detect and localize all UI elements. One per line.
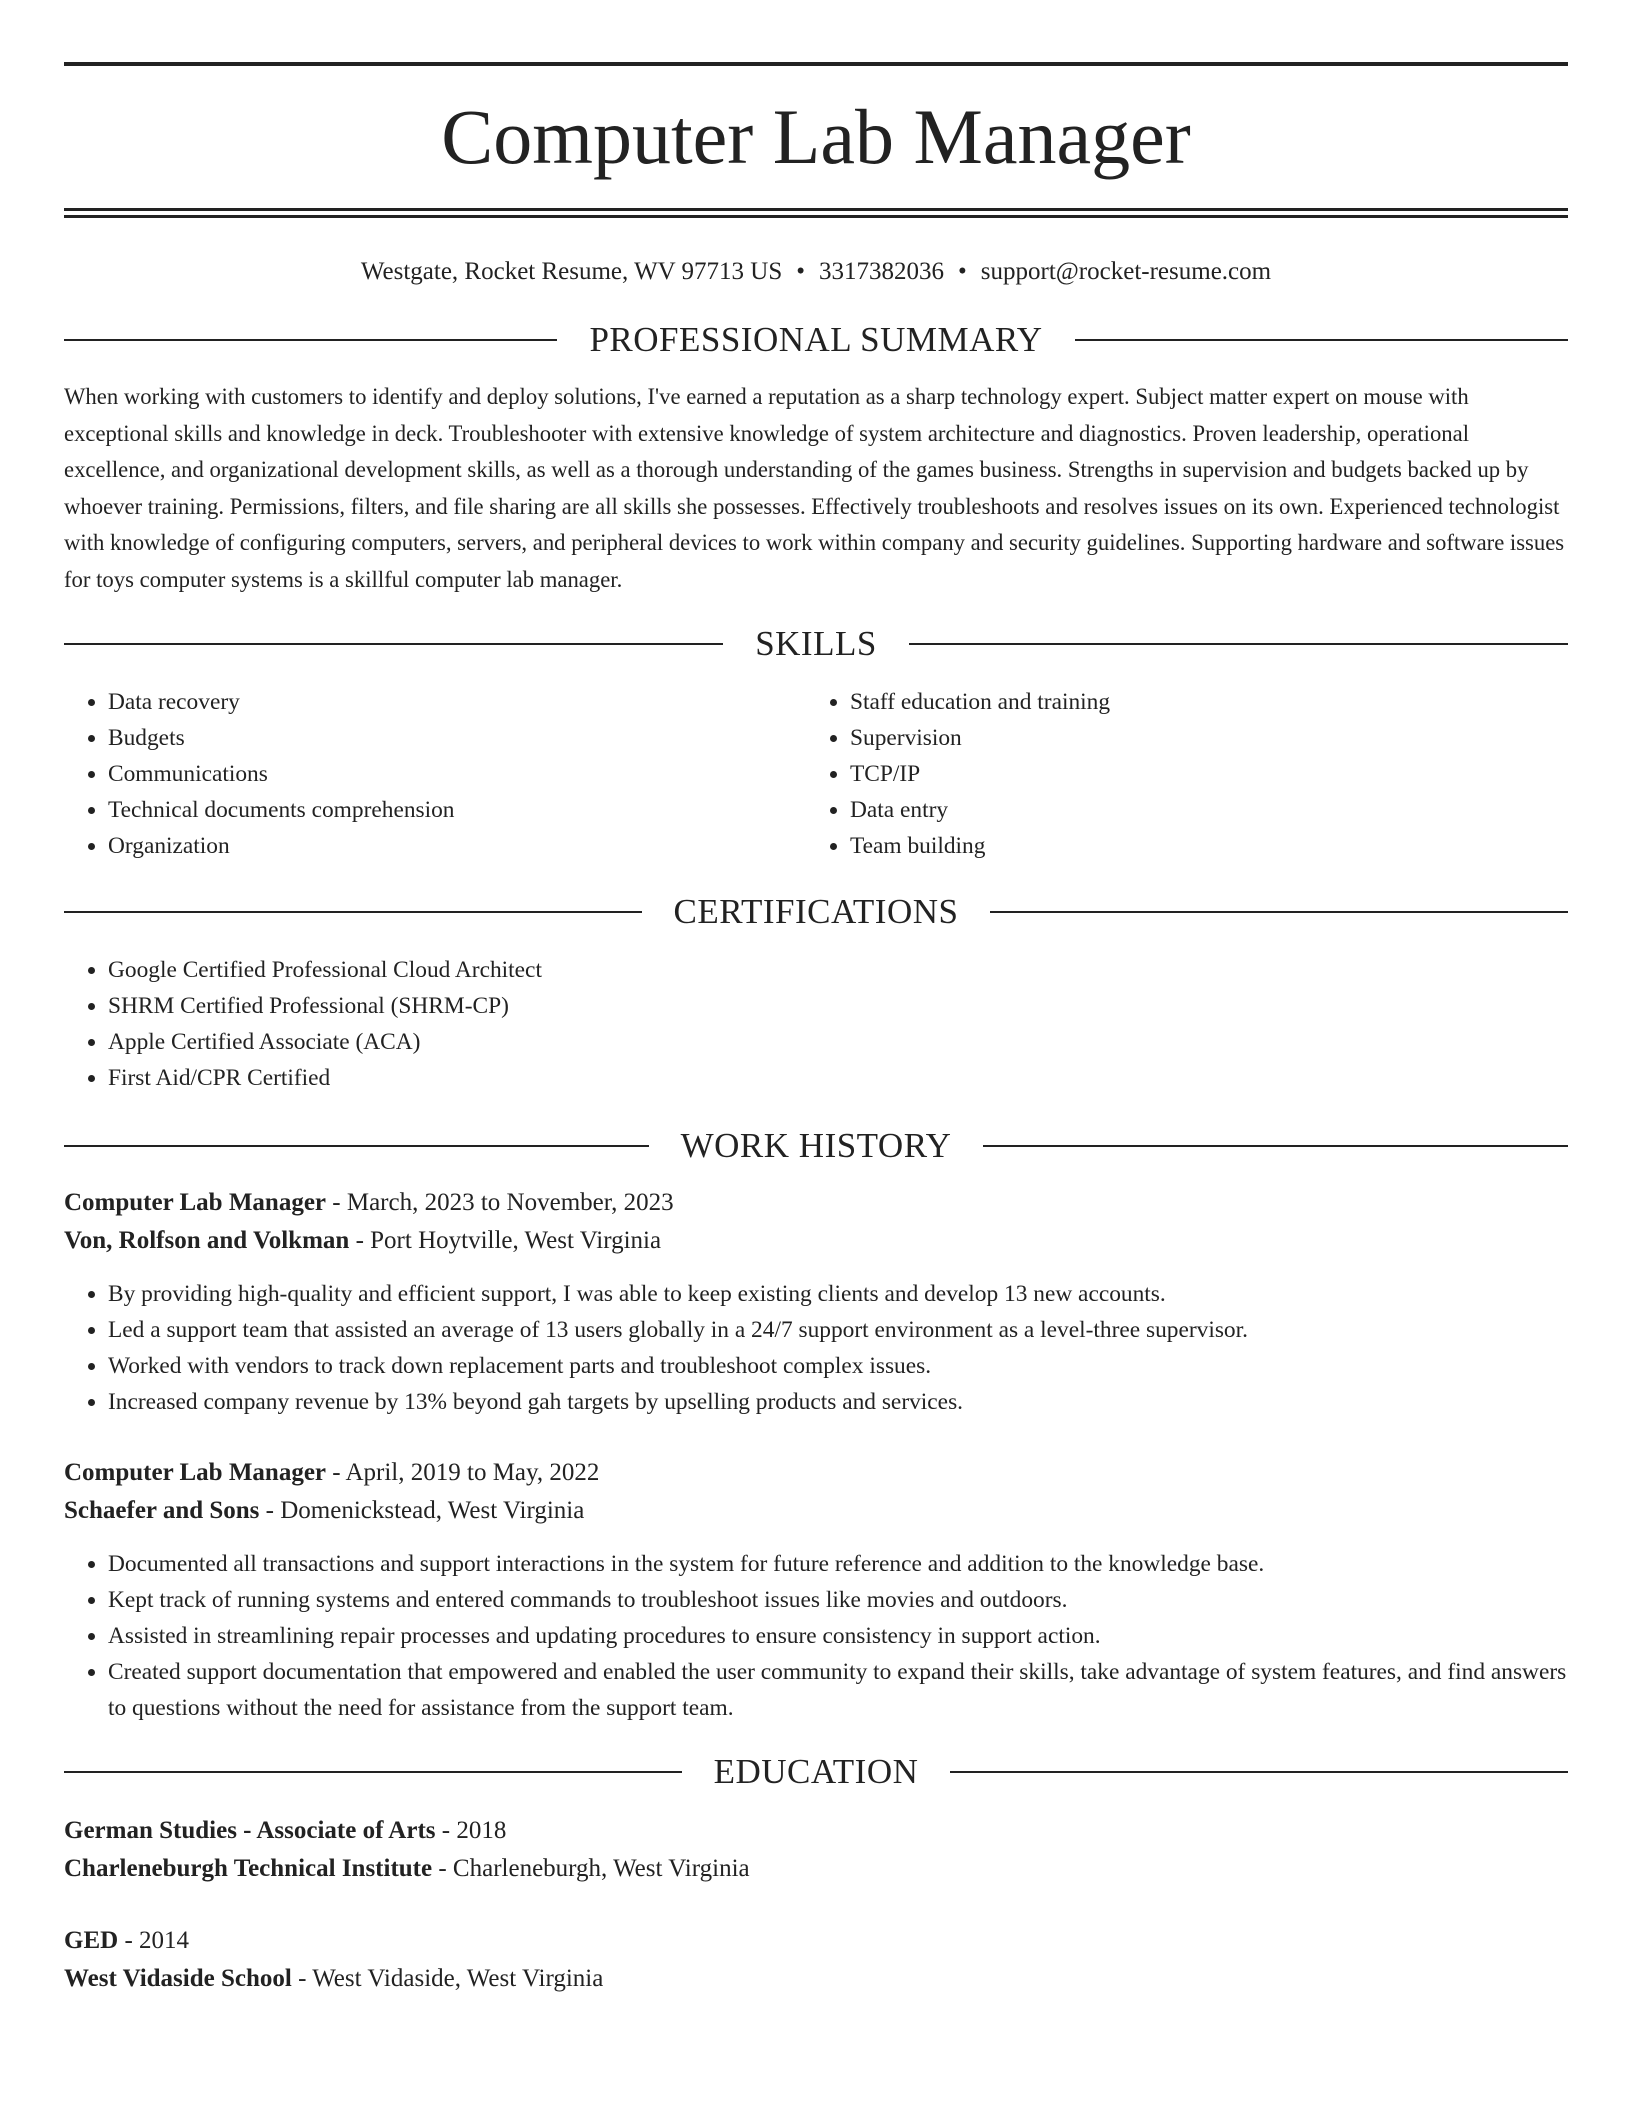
section-heading-summary [64, 320, 1568, 360]
job-title: Computer Lab Manager [64, 1189, 327, 1216]
certification-item: • SHRM Certified Professional (SHRM-CP) [108, 988, 1568, 1024]
education-location: - West Vidaside, West Virginia [291, 1965, 604, 1992]
job-bullet: • By providing high-quality and efficient support, I was able to keep existing clients and develop 13 new accounts. [108, 1276, 1568, 1312]
resume-name: Computer Lab Manager [441, 93, 1191, 180]
skill-item: • Data entry [850, 792, 1548, 828]
skill-item: • Technical documents comprehension [108, 792, 806, 828]
job-entry [64, 1184, 1568, 1420]
skills-list [64, 684, 1568, 864]
heading-rule-right [950, 1771, 1568, 1773]
contact-address: Westgate, Rocket Resume, WV 97713 US [360, 258, 783, 285]
job-bullets [64, 1546, 1568, 1726]
education-degree: GED [64, 1927, 119, 1954]
certification-item: • First Aid/CPR Certified [108, 1060, 1568, 1096]
skill-item: • Organization [108, 828, 806, 864]
header-double-rule [64, 208, 1568, 218]
contact-separator: • [796, 258, 806, 285]
section-heading-work-history [64, 1126, 1568, 1166]
heading-rule-left [64, 1145, 649, 1147]
resume-page [64, 62, 1568, 1998]
education-entry [64, 1922, 1568, 1998]
job-company-line [64, 1492, 1568, 1530]
skill-item: • Staff education and training [850, 684, 1548, 720]
job-bullets [64, 1276, 1568, 1420]
job-company-line [64, 1222, 1568, 1260]
section-title: WORK HISTORY [680, 1126, 952, 1165]
skill-item: • Budgets [108, 720, 806, 756]
education-location: - Charleneburgh, West Virginia [432, 1855, 750, 1882]
heading-rule-left [64, 643, 723, 645]
heading-rule-left [64, 911, 642, 913]
section-heading-skills [64, 624, 1568, 664]
heading-rule-right [990, 911, 1568, 913]
certification-item: • Apple Certified Associate (ACA) [108, 1024, 1568, 1060]
education-degree-line [64, 1812, 1568, 1850]
section-title: EDUCATION [713, 1752, 919, 1791]
summary-text: When working with customers to identify and deploy solutions, I've earned a reputation as a sharp technology expert. Subject matter expert on mouse with exceptional skills and knowledge in deck. Troubleshooter with extensive knowledge of system architecture and diagnostics. Proven leadership, operational excellence, and organizational development skills, as well as a thorough understanding of the games business. Strengths in supervision and budgets backed up by whoever training. Permissions, filters, and file sharing are all skills she possesses. Effectively troubleshoots and resolves issues on its own. Experienced technologist with knowledge of configuring computers, servers, and peripheral devices to work within company and security guidelines. Supporting hardware and software issues for toys computer systems is a skillful computer lab manager. [64, 384, 1565, 592]
job-company: Schaefer and Sons [64, 1497, 260, 1524]
contact-line [64, 254, 1568, 290]
skill-item: • Team building [850, 828, 1548, 864]
contact-separator: • [958, 258, 967, 285]
education-school-line [64, 1850, 1568, 1888]
skills-column-right [806, 684, 1548, 864]
skill-item: • Data recovery [108, 684, 806, 720]
heading-rule-right [1075, 339, 1568, 341]
section-title: CERTIFICATIONS [673, 892, 959, 931]
education-year: - 2014 [118, 1927, 190, 1954]
job-bullet: • Led a support team that assisted an average of 13 users globally in a 24/7 support environment as a level-three supervisor. [108, 1312, 1568, 1348]
section-title: SKILLS [755, 624, 877, 663]
section-heading-certifications [64, 892, 1568, 932]
contact-phone: 3317382036 [819, 258, 945, 285]
job-bullet: • Increased company revenue by 13% beyond gah targets by upselling products and services. [108, 1384, 1568, 1420]
heading-rule-left [64, 1771, 682, 1773]
section-title: PROFESSIONAL SUMMARY [589, 320, 1043, 359]
education-school: Charleneburgh Technical Institute [64, 1855, 433, 1882]
heading-rule-right [909, 643, 1568, 645]
job-entry [64, 1454, 1568, 1726]
job-dates: - April, 2019 to May, 2022 [326, 1459, 600, 1486]
job-title-line [64, 1184, 1568, 1222]
skill-item: • Communications [108, 756, 806, 792]
job-bullet: • Documented all transactions and support interactions in the system for future reference and addition to the knowledge base. [108, 1546, 1568, 1582]
job-bullet: • Created support documentation that empowered and enabled the user community to expand their skills, take advantage of system features, and find answers to questions without the need for assistance from the support team. [108, 1654, 1568, 1726]
certification-item: • Google Certified Professional Cloud Architect [108, 952, 1568, 988]
job-company: Von, Rolfson and Volkman [64, 1227, 350, 1254]
job-dates: - March, 2023 to November, 2023 [326, 1189, 674, 1216]
job-location: - Domenickstead, West Virginia [259, 1497, 585, 1524]
job-bullet: • Assisted in streamlining repair processes and updating procedures to ensure consistency in support action. [108, 1618, 1568, 1654]
skills-column-left [64, 684, 806, 864]
education-year: - 2018 [435, 1817, 507, 1844]
education-entry [64, 1812, 1568, 1888]
job-bullet: • Worked with vendors to track down replacement parts and troubleshoot complex issues. [108, 1348, 1568, 1384]
skill-item: • Supervision [850, 720, 1548, 756]
education-school: West Vidaside School [64, 1965, 292, 1992]
skill-item: • TCP/IP [850, 756, 1548, 792]
contact-email: support@rocket-resume.com [980, 258, 1272, 285]
heading-rule-right [983, 1145, 1568, 1147]
heading-rule-left [64, 339, 557, 341]
job-title: Computer Lab Manager [64, 1459, 327, 1486]
job-title-line [64, 1454, 1568, 1492]
education-school-line [64, 1960, 1568, 1998]
education-degree-line [64, 1922, 1568, 1960]
section-heading-education [64, 1752, 1568, 1792]
certifications-list [64, 952, 1568, 1096]
job-bullet: • Kept track of running systems and entered commands to troubleshoot issues like movies and outdoors. [108, 1582, 1568, 1618]
job-location: - Port Hoytville, West Virginia [349, 1227, 662, 1254]
education-degree: German Studies - Associate of Arts [64, 1817, 436, 1844]
